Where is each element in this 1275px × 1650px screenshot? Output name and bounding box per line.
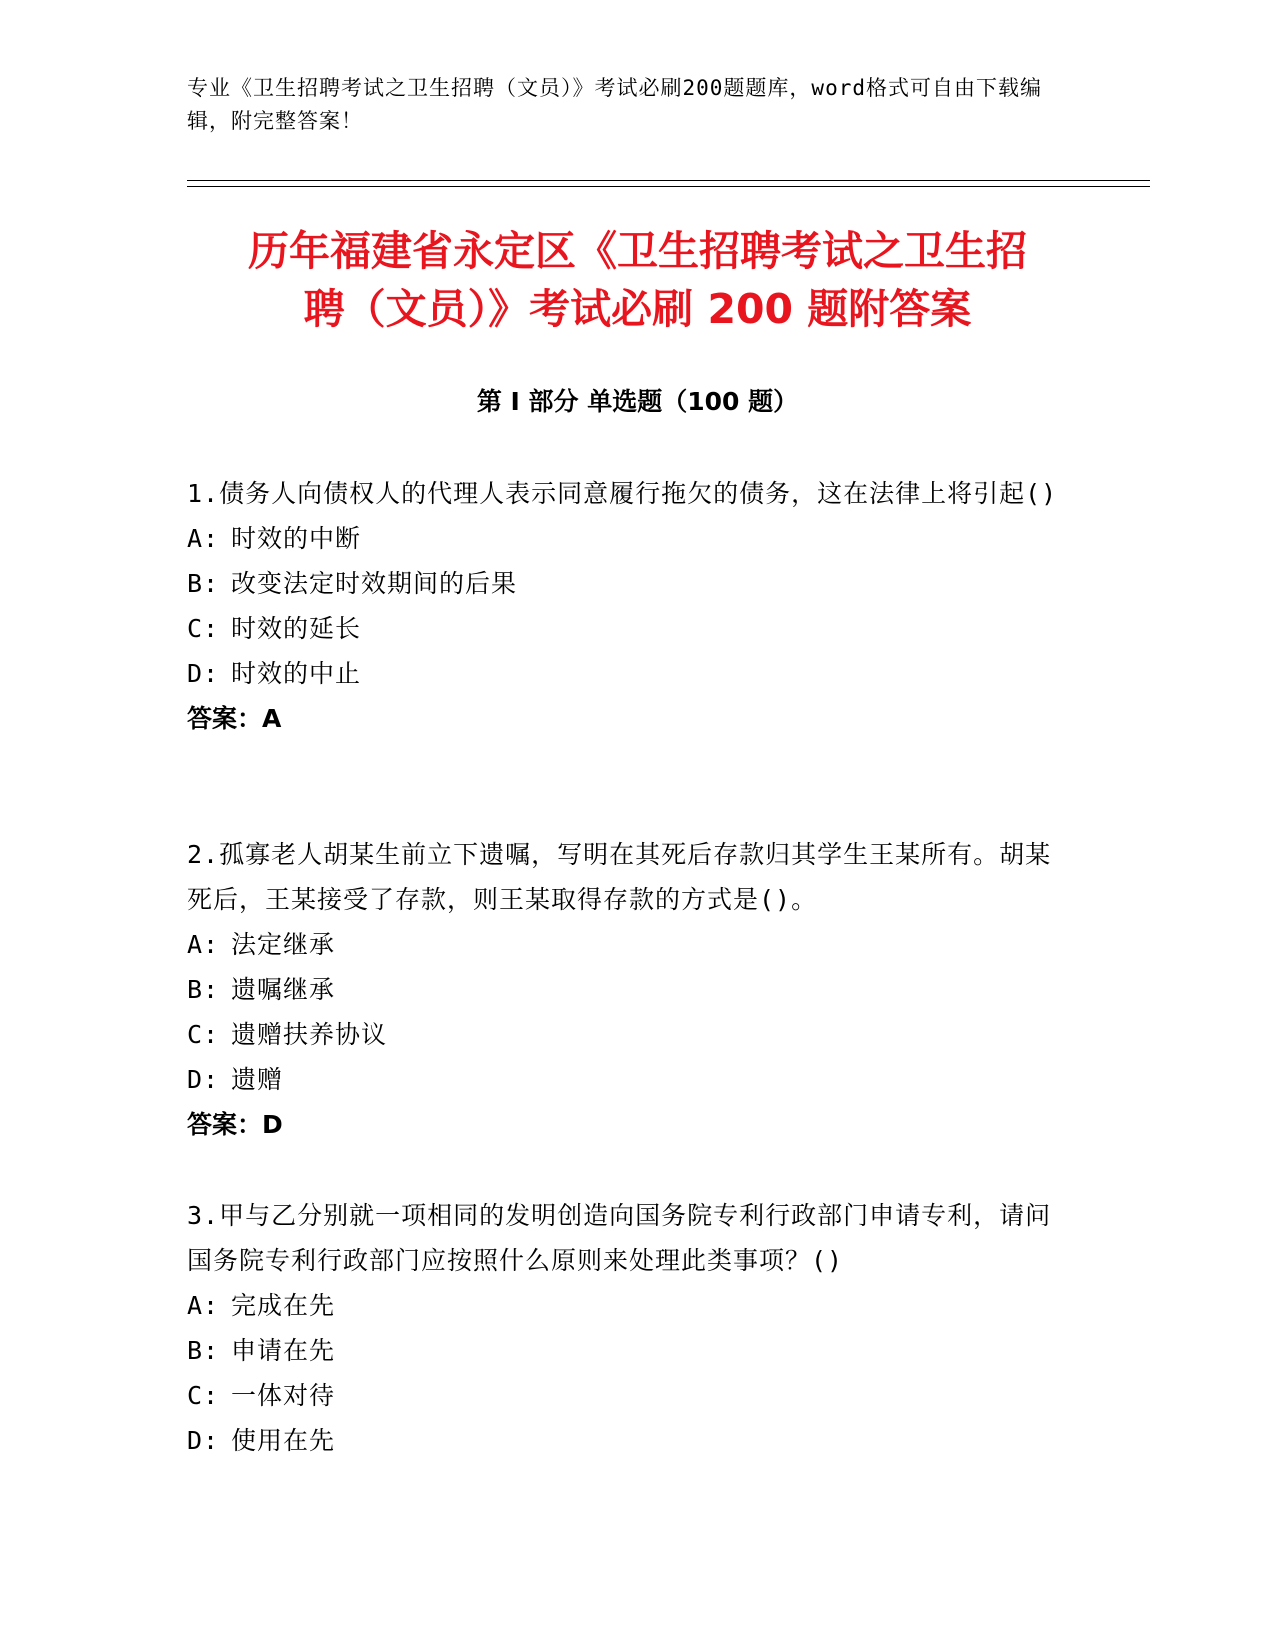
option-b — [187, 1328, 1067, 1373]
option-text: 时效的中断 — [231, 524, 362, 553]
option-text: 时效的延长 — [231, 614, 362, 643]
document-title — [150, 222, 1125, 338]
option-letter: C: — [187, 1381, 220, 1410]
option-letter: A: — [187, 524, 220, 553]
document-title-line-1: 历年福建省永定区《卫生招聘考试之卫生招 — [248, 227, 1027, 275]
question-1 — [187, 471, 1067, 741]
option-letter: D: — [187, 659, 220, 688]
option-letter: D: — [187, 1065, 220, 1094]
document-title-line-2: 聘（文员）》考试必刷 200 题附答案 — [303, 285, 972, 333]
option-text: 申请在先 — [231, 1336, 336, 1365]
option-letter: D: — [187, 1426, 220, 1455]
question-2 — [187, 832, 1067, 1147]
option-text: 遗嘱继承 — [231, 975, 336, 1004]
question-3 — [187, 1193, 1067, 1463]
answer-value: D — [262, 1110, 283, 1139]
option-c — [187, 606, 1067, 651]
option-text: 遗赠扶养协议 — [231, 1020, 388, 1049]
section-title: 第 I 部分 单选题（100 题） — [476, 387, 799, 416]
option-c — [187, 1012, 1067, 1057]
option-text: 改变法定时效期间的后果 — [231, 569, 518, 598]
option-letter: C: — [187, 1020, 220, 1049]
question-text: 2.孤寡老人胡某生前立下遗嘱，写明在其死后存款归其学生王某所有。胡某死后，王某接受了存款，则王某取得存款的方式是()。 — [187, 840, 1052, 914]
option-a — [187, 1283, 1067, 1328]
option-text: 法定继承 — [231, 930, 336, 959]
answer-label: 答案： — [187, 704, 263, 733]
answer — [187, 696, 1067, 741]
option-letter: B: — [187, 1336, 220, 1365]
option-a — [187, 516, 1067, 561]
option-a — [187, 922, 1067, 967]
option-letter: B: — [187, 975, 220, 1004]
option-b — [187, 967, 1067, 1012]
option-letter: A: — [187, 1291, 220, 1320]
option-text: 使用在先 — [231, 1426, 336, 1455]
option-letter: A: — [187, 930, 220, 959]
option-letter: B: — [187, 569, 220, 598]
header-divider-bottom — [187, 186, 1150, 187]
option-text: 一体对待 — [231, 1381, 336, 1410]
option-d — [187, 651, 1067, 696]
option-c — [187, 1373, 1067, 1418]
answer-value: A — [262, 704, 282, 733]
header-divider-top — [187, 180, 1150, 181]
header-note: 专业《卫生招聘考试之卫生招聘（文员）》考试必刷200题题库，word格式可自由下载编辑，附完整答案！ — [187, 76, 1042, 133]
option-d — [187, 1057, 1067, 1102]
option-d — [187, 1418, 1067, 1463]
option-letter: C: — [187, 614, 220, 643]
question-text: 1.债务人向债权人的代理人表示同意履行拖欠的债务，这在法律上将引起() — [187, 479, 1058, 508]
answer-label: 答案： — [187, 1110, 263, 1139]
option-text: 时效的中止 — [231, 659, 362, 688]
option-b — [187, 561, 1067, 606]
option-text: 遗赠 — [231, 1065, 284, 1094]
answer — [187, 1102, 1067, 1147]
question-text: 3.甲与乙分别就一项相同的发明创造向国务院专利行政部门申请专利，请问国务院专利行政部门应按照什么原则来处理此类事项？() — [187, 1201, 1052, 1275]
option-text: 完成在先 — [231, 1291, 336, 1320]
